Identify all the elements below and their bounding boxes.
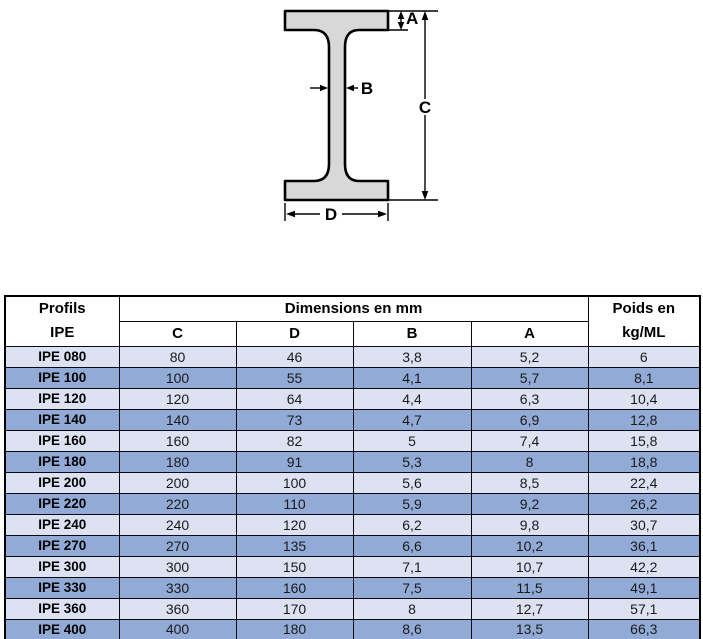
subheader-c: C — [119, 321, 236, 346]
dim-label-a: A — [406, 9, 419, 28]
cell-d: 91 — [236, 451, 353, 472]
subheader-a: A — [471, 321, 588, 346]
cell-b: 8 — [353, 598, 471, 619]
cell-a: 9,8 — [471, 514, 588, 535]
cell-c: 240 — [119, 514, 236, 535]
cell-poids: 12,8 — [588, 409, 700, 430]
cell-poids: 49,1 — [588, 577, 700, 598]
cell-profil: IPE 220 — [5, 493, 119, 514]
cell-c: 120 — [119, 388, 236, 409]
table-row — [5, 367, 700, 388]
dim-label-d: D — [324, 205, 338, 224]
cell-poids: 26,2 — [588, 493, 700, 514]
cell-c: 270 — [119, 535, 236, 556]
header-profils-line2: IPE — [50, 324, 75, 342]
cell-b: 5,6 — [353, 472, 471, 493]
cell-d: 150 — [236, 556, 353, 577]
dimensions-table — [4, 295, 701, 639]
table-row — [5, 388, 700, 409]
table-row — [5, 556, 700, 577]
arrowhead-c-up — [422, 11, 429, 20]
header-profils-ipe — [5, 296, 119, 346]
dim-label-b: B — [360, 79, 374, 98]
cell-a: 8 — [471, 451, 588, 472]
cell-b: 4,4 — [353, 388, 471, 409]
cell-c: 200 — [119, 472, 236, 493]
cell-a: 7,4 — [471, 430, 588, 451]
cell-b: 6,2 — [353, 514, 471, 535]
cell-d: 64 — [236, 388, 353, 409]
cell-poids: 30,7 — [588, 514, 700, 535]
header-poids-line2: kg/ML — [622, 324, 666, 342]
cell-poids: 15,8 — [588, 430, 700, 451]
cell-c: 80 — [119, 346, 236, 367]
cell-c: 220 — [119, 493, 236, 514]
cell-c: 300 — [119, 556, 236, 577]
cell-profil: IPE 080 — [5, 346, 119, 367]
cell-profil: IPE 180 — [5, 451, 119, 472]
arrowhead-a-up — [398, 11, 405, 19]
cell-a: 5,2 — [471, 346, 588, 367]
cell-b: 8,6 — [353, 619, 471, 639]
cell-b: 4,7 — [353, 409, 471, 430]
cell-b: 5,3 — [353, 451, 471, 472]
cell-c: 180 — [119, 451, 236, 472]
cell-profil: IPE 330 — [5, 577, 119, 598]
header-poids — [588, 296, 700, 346]
table-row — [5, 514, 700, 535]
cell-a: 12,7 — [471, 598, 588, 619]
cell-c: 360 — [119, 598, 236, 619]
arrowhead-d-left — [286, 211, 295, 218]
cell-d: 120 — [236, 514, 353, 535]
cell-a: 10,2 — [471, 535, 588, 556]
cell-poids: 6 — [588, 346, 700, 367]
table-row — [5, 472, 700, 493]
cell-profil: IPE 360 — [5, 598, 119, 619]
arrowhead-b-right — [320, 85, 328, 91]
cell-b: 7,5 — [353, 577, 471, 598]
cell-c: 330 — [119, 577, 236, 598]
cell-poids: 36,1 — [588, 535, 700, 556]
cell-c: 140 — [119, 409, 236, 430]
cell-d: 100 — [236, 472, 353, 493]
cell-c: 400 — [119, 619, 236, 639]
cell-d: 55 — [236, 367, 353, 388]
cell-a: 8,5 — [471, 472, 588, 493]
cell-a: 6,3 — [471, 388, 588, 409]
cell-profil: IPE 120 — [5, 388, 119, 409]
cell-d: 180 — [236, 619, 353, 639]
cell-d: 46 — [236, 346, 353, 367]
cell-d: 110 — [236, 493, 353, 514]
cell-poids: 10,4 — [588, 388, 700, 409]
table-row — [5, 619, 700, 639]
cell-profil: IPE 160 — [5, 430, 119, 451]
cell-poids: 18,8 — [588, 451, 700, 472]
cell-b: 7,1 — [353, 556, 471, 577]
cell-a: 10,7 — [471, 556, 588, 577]
cell-profil: IPE 270 — [5, 535, 119, 556]
ipe-beam-shape — [285, 11, 388, 200]
cell-poids: 57,1 — [588, 598, 700, 619]
cell-profil: IPE 140 — [5, 409, 119, 430]
cell-d: 170 — [236, 598, 353, 619]
subheader-d: D — [236, 321, 353, 346]
cell-a: 9,2 — [471, 493, 588, 514]
beam-diagram — [0, 0, 703, 292]
cell-a: 5,7 — [471, 367, 588, 388]
table-row — [5, 409, 700, 430]
cell-b: 5,9 — [353, 493, 471, 514]
cell-b: 4,1 — [353, 367, 471, 388]
header-poids-line1: Poids en — [612, 300, 676, 318]
cell-d: 82 — [236, 430, 353, 451]
header-profils-line1: Profils — [38, 300, 86, 318]
arrowhead-b-left — [346, 85, 354, 91]
table-row — [5, 535, 700, 556]
cell-b: 3,8 — [353, 346, 471, 367]
cell-a: 6,9 — [471, 409, 588, 430]
cell-a: 11,5 — [471, 577, 588, 598]
cell-poids: 42,2 — [588, 556, 700, 577]
cell-d: 160 — [236, 577, 353, 598]
cell-profil: IPE 300 — [5, 556, 119, 577]
cell-profil: IPE 100 — [5, 367, 119, 388]
header-dimensions: Dimensions en mm — [119, 296, 588, 321]
cell-a: 13,5 — [471, 619, 588, 639]
arrowhead-a-down — [398, 22, 405, 30]
cell-profil: IPE 400 — [5, 619, 119, 639]
table-row — [5, 577, 700, 598]
cell-c: 160 — [119, 430, 236, 451]
cell-b: 6,6 — [353, 535, 471, 556]
cell-poids: 22,4 — [588, 472, 700, 493]
cell-poids: 8,1 — [588, 367, 700, 388]
cell-d: 135 — [236, 535, 353, 556]
arrowhead-d-right — [378, 211, 387, 218]
cell-profil: IPE 200 — [5, 472, 119, 493]
cell-c: 100 — [119, 367, 236, 388]
table-row — [5, 451, 700, 472]
table-row — [5, 493, 700, 514]
cell-b: 5 — [353, 430, 471, 451]
table-row — [5, 430, 700, 451]
cell-profil: IPE 240 — [5, 514, 119, 535]
table-row — [5, 346, 700, 367]
cell-d: 73 — [236, 409, 353, 430]
dim-label-c: C — [418, 98, 432, 117]
arrowhead-c-down — [422, 191, 429, 200]
table-row — [5, 598, 700, 619]
cell-poids: 66,3 — [588, 619, 700, 639]
subheader-b: B — [353, 321, 471, 346]
